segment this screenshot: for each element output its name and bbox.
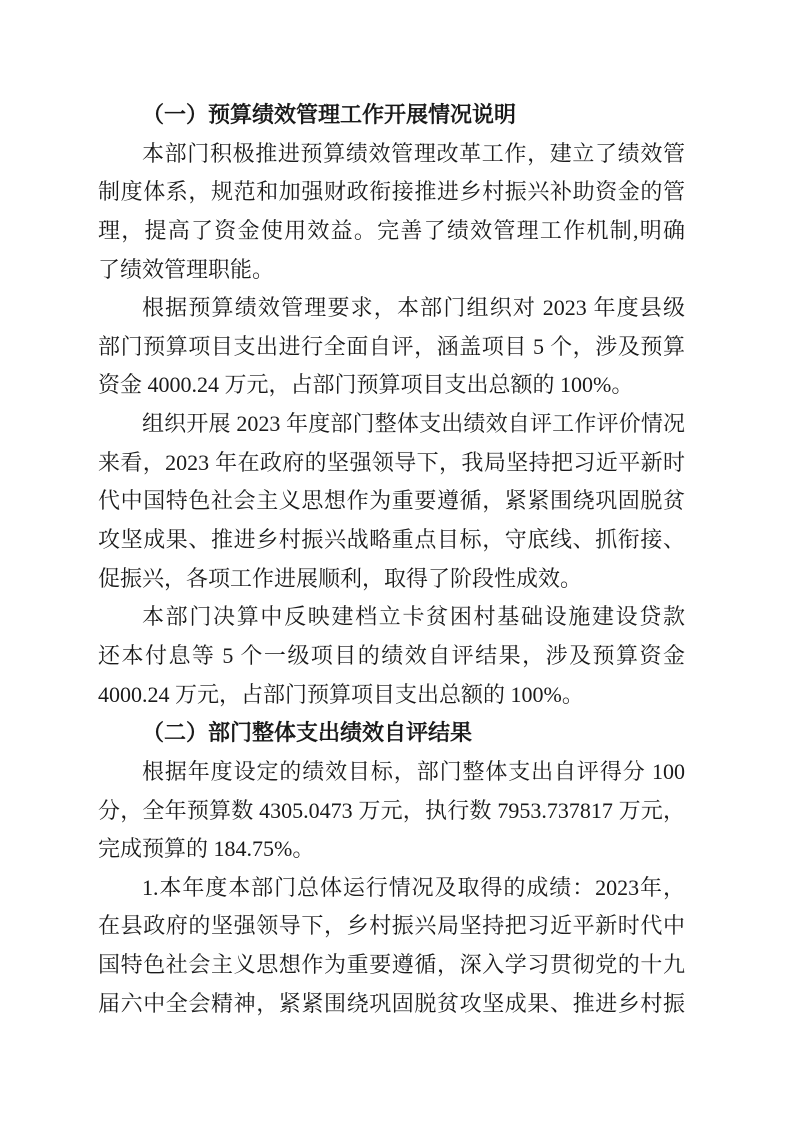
text-line: 本部门决算中反映建档立卡贫困村基础设施建设贷款 — [142, 604, 685, 630]
document-content — [98, 96, 685, 1023]
text-line: 1.本年度本部门总体运行情况及取得的成绩：2023年， — [142, 874, 685, 900]
text-line: 资金 4000.24 万元，占部门预算项目支出总额的 100%。 — [98, 372, 634, 398]
text-line: 部门预算项目支出进行全面自评，涵盖项目 5 个，涉及预算 — [98, 333, 685, 359]
section-heading-line: （一）预算绩效管理工作开展情况说明 — [142, 102, 517, 127]
text-line: 在县政府的坚强领导下，乡村振兴局坚持把习近平新时代中 — [98, 913, 685, 939]
text-line: 代中国特色社会主义思想作为重要遵循，紧紧围绕巩固脱贫 — [98, 488, 685, 514]
text-line: 4000.24 万元，占部门预算项目支出总额的 100%。 — [98, 681, 584, 707]
text-line: 根据预算绩效管理要求，本部门组织对 2023 年度县级 — [142, 295, 685, 321]
text-line: 组织开展 2023 年度部门整体支出绩效自评工作评价情况 — [142, 411, 685, 437]
text-line: 制度体系，规范和加强财政衔接推进乡村振兴补助资金的管 — [98, 179, 685, 205]
text-line: 根据年度设定的绩效目标，部门整体支出自评得分 100 — [142, 758, 685, 784]
text-line: 了绩效管理职能。 — [98, 256, 275, 282]
section-heading-line: （二）部门整体支出绩效自评结果 — [142, 720, 473, 746]
text-line: 来看，2023 年在政府的坚强领导下，我局坚持把习近平新时 — [98, 449, 685, 475]
text-line: 分，全年预算数 4305.0473 万元，执行数 7953.737817 万元， — [98, 797, 685, 823]
text-line: 攻坚成果、推进乡村振兴战略重点目标，守底线、抓衔接、 — [98, 527, 685, 553]
text-line: 届六中全会精神，紧紧围绕巩固脱贫攻坚成果、推进乡村振 — [98, 990, 685, 1016]
text-line: 还本付息等 5 个一级项目的绩效自评结果，涉及预算资金 — [98, 642, 685, 668]
text-line: 国特色社会主义思想作为重要遵循，深入学习贯彻党的十九 — [98, 952, 685, 978]
text-line: 完成预算的 184.75%。 — [98, 836, 315, 862]
text-line: 理，提高了资金使用效益。完善了绩效管理工作机制,明确 — [98, 217, 685, 243]
text-line: 本部门积极推进预算绩效管理改革工作，建立了绩效管 — [142, 140, 685, 166]
text-line: 促振兴，各项工作进展顺利，取得了阶段性成效。 — [98, 565, 583, 591]
